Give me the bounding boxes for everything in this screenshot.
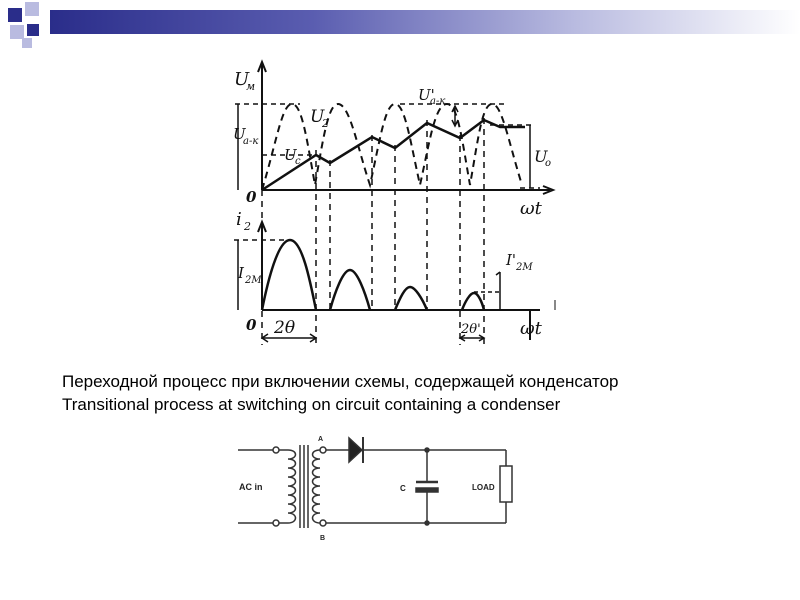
header-gradient-bar xyxy=(50,10,800,34)
i2m-sub: 2M xyxy=(245,275,262,286)
two-theta-label: 2θ xyxy=(274,318,296,338)
i2-label: i xyxy=(236,209,242,230)
load-resistor-icon xyxy=(500,466,512,502)
corner-square xyxy=(27,24,39,36)
secondary-nodes xyxy=(320,447,326,526)
uc-label: U xyxy=(284,146,297,164)
capacitor-icon xyxy=(416,482,438,492)
uo-sub: o xyxy=(545,158,552,169)
two-theta-dimension xyxy=(262,334,484,342)
corner-square xyxy=(22,38,32,48)
node-a-label: A xyxy=(318,436,324,443)
ua-k-sub: a-к xyxy=(243,136,259,147)
corner-square xyxy=(8,8,22,22)
u2-label: U xyxy=(310,107,325,127)
node-b-label: B xyxy=(320,535,326,542)
corner-square xyxy=(25,2,39,16)
caption-russian: Переходной процесс при включении схемы, содержащей конденсатор xyxy=(62,372,619,391)
uo-label: U xyxy=(534,147,548,166)
bottom-plot-axes xyxy=(258,222,540,310)
origin-bottom-label: 0 xyxy=(246,316,257,334)
origin-top-label: 0 xyxy=(246,188,257,206)
i2m-label: I xyxy=(238,264,244,282)
load-label: LOAD xyxy=(472,483,495,492)
i2m-prime-sub: 2M xyxy=(516,262,533,273)
transformer-icon xyxy=(288,445,320,528)
i2-current-pulses xyxy=(262,240,484,310)
u2-sub: 2 xyxy=(322,117,329,130)
omega-t-top-label: ωt xyxy=(520,198,542,219)
top-plot-reference-lines xyxy=(235,104,540,188)
two-theta-prime-label: 2θ' xyxy=(461,322,481,337)
ua-k-label: U xyxy=(233,125,246,143)
u-axis-label: U xyxy=(234,69,250,90)
i2m-prime-label: I' xyxy=(506,251,517,269)
uc-sub: c xyxy=(295,156,301,167)
omega-t-bottom-label: ωt xyxy=(520,318,542,339)
caption-block xyxy=(62,370,762,416)
caption-english: Transitional process at switching on circuit containing a condenser xyxy=(62,395,561,414)
capacitor-label: C xyxy=(400,484,406,493)
ac-in-label: AC in xyxy=(239,482,263,492)
corner-square xyxy=(10,25,24,39)
waveform-diagram xyxy=(225,40,565,365)
u-axis-sub: м xyxy=(246,80,256,93)
rectifier-circuit xyxy=(230,425,530,550)
i2-sub: 2 xyxy=(244,220,251,233)
diode-icon xyxy=(326,437,363,463)
ua-k-prime-sub: a-к xyxy=(430,96,446,107)
ua-k-prime-label: U' xyxy=(418,86,435,104)
